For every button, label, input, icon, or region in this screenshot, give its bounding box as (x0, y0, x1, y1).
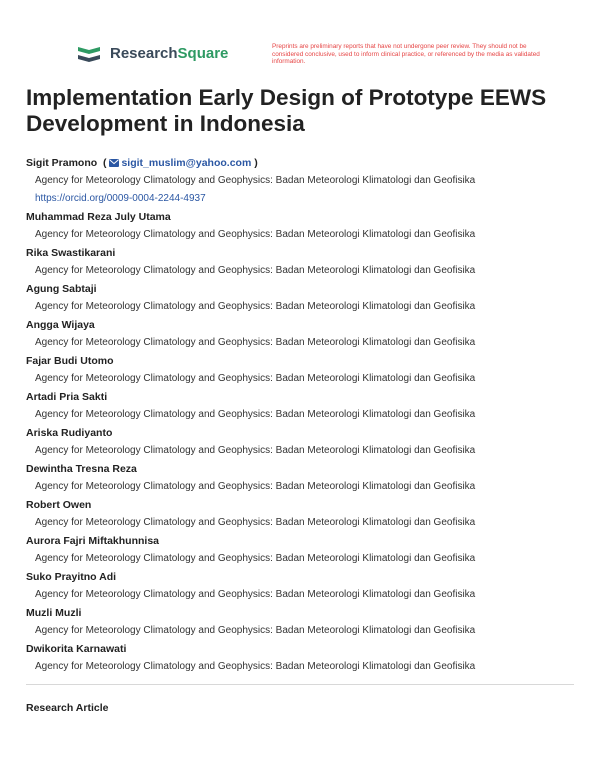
author-name-text: Sigit Pramono (26, 157, 98, 169)
research-square-logo-icon (76, 44, 102, 64)
research-square-logo[interactable] (76, 44, 228, 64)
author-list (26, 154, 576, 676)
author-affiliation: Agency for Meteorology Climatology and Geophysics: Badan Meteorologi Klimatologi dan Geofisika (35, 517, 476, 528)
author-affiliation: Agency for Meteorology Climatology and Geophysics: Badan Meteorologi Klimatologi dan Geofisika (35, 337, 476, 348)
section-divider (26, 684, 574, 685)
author-name (26, 154, 576, 172)
author-name: Aurora Fajri Miftakhunnisa (26, 535, 160, 547)
author-email-link[interactable] (109, 157, 251, 169)
author-affiliation: Agency for Meteorology Climatology and Geophysics: Badan Meteorologi Klimatologi dan Geofisika (35, 589, 476, 600)
logo-wordmark (110, 44, 228, 64)
author-name: Angga Wijaya (26, 319, 95, 331)
author-name: Muhammad Reza July Utama (26, 211, 171, 223)
author-affiliation: Agency for Meteorology Climatology and Geophysics: Badan Meteorologi Klimatologi dan Geofisika (35, 373, 476, 384)
author-affiliation: Agency for Meteorology Climatology and Geophysics: Badan Meteorologi Klimatologi dan Geofisika (35, 301, 476, 312)
article-type-label: Research Article (26, 702, 109, 714)
author-affiliation: Agency for Meteorology Climatology and Geophysics: Badan Meteorologi Klimatologi dan Geofisika (35, 175, 476, 186)
author-affiliation: Agency for Meteorology Climatology and Geophysics: Badan Meteorologi Klimatologi dan Geofisika (35, 445, 476, 456)
author-affiliation: Agency for Meteorology Climatology and Geophysics: Badan Meteorologi Klimatologi dan Geofisika (35, 409, 476, 420)
author-name: Ariska Rudiyanto (26, 427, 113, 439)
page-header (76, 44, 546, 80)
logo-research-text: Research (110, 45, 178, 62)
email-paren-open: ( (100, 157, 110, 169)
author-name: Dewintha Tresna Reza (26, 463, 137, 475)
author-name: Robert Owen (26, 499, 92, 511)
author-affiliation: Agency for Meteorology Climatology and Geophysics: Badan Meteorologi Klimatologi dan Geofisika (35, 553, 476, 564)
author-name: Fajar Budi Utomo (26, 355, 114, 367)
envelope-icon (109, 159, 119, 167)
author-affiliation: Agency for Meteorology Climatology and Geophysics: Badan Meteorologi Klimatologi dan Geofisika (35, 481, 476, 492)
author-affiliation: Agency for Meteorology Climatology and Geophysics: Badan Meteorologi Klimatologi dan Geofisika (35, 625, 476, 636)
author-orcid-link[interactable]: https://orcid.org/0009-0004-2244-4937 (35, 193, 206, 204)
author-name: Rika Swastikarani (26, 247, 116, 259)
author-name: Dwikorita Karnawati (26, 643, 127, 655)
author-email-text: sigit_muslim@yahoo.com (121, 157, 252, 169)
author-name: Suko Prayitno Adi (26, 571, 117, 583)
paper-title: Implementation Early Design of Prototype EEWS Development in Indonesia (26, 85, 547, 136)
author-name: Artadi Pria Sakti (26, 391, 108, 403)
logo-square-text: Square (177, 45, 229, 62)
author-name: Muzli Muzli (26, 607, 82, 619)
preprint-disclaimer: Preprints are preliminary reports that have not undergone peer review. They should not be considered conclusive, used to inform clinical practice, or referenced by the media as validated information. (272, 43, 540, 66)
author-name: Agung Sabtaji (26, 283, 97, 295)
email-paren-close: ) (251, 157, 258, 169)
author-affiliation: Agency for Meteorology Climatology and Geophysics: Badan Meteorologi Klimatologi dan Geofisika (35, 661, 476, 672)
author-affiliation: Agency for Meteorology Climatology and Geophysics: Badan Meteorologi Klimatologi dan Geofisika (35, 229, 476, 240)
author-affiliation: Agency for Meteorology Climatology and Geophysics: Badan Meteorologi Klimatologi dan Geofisika (35, 265, 476, 276)
